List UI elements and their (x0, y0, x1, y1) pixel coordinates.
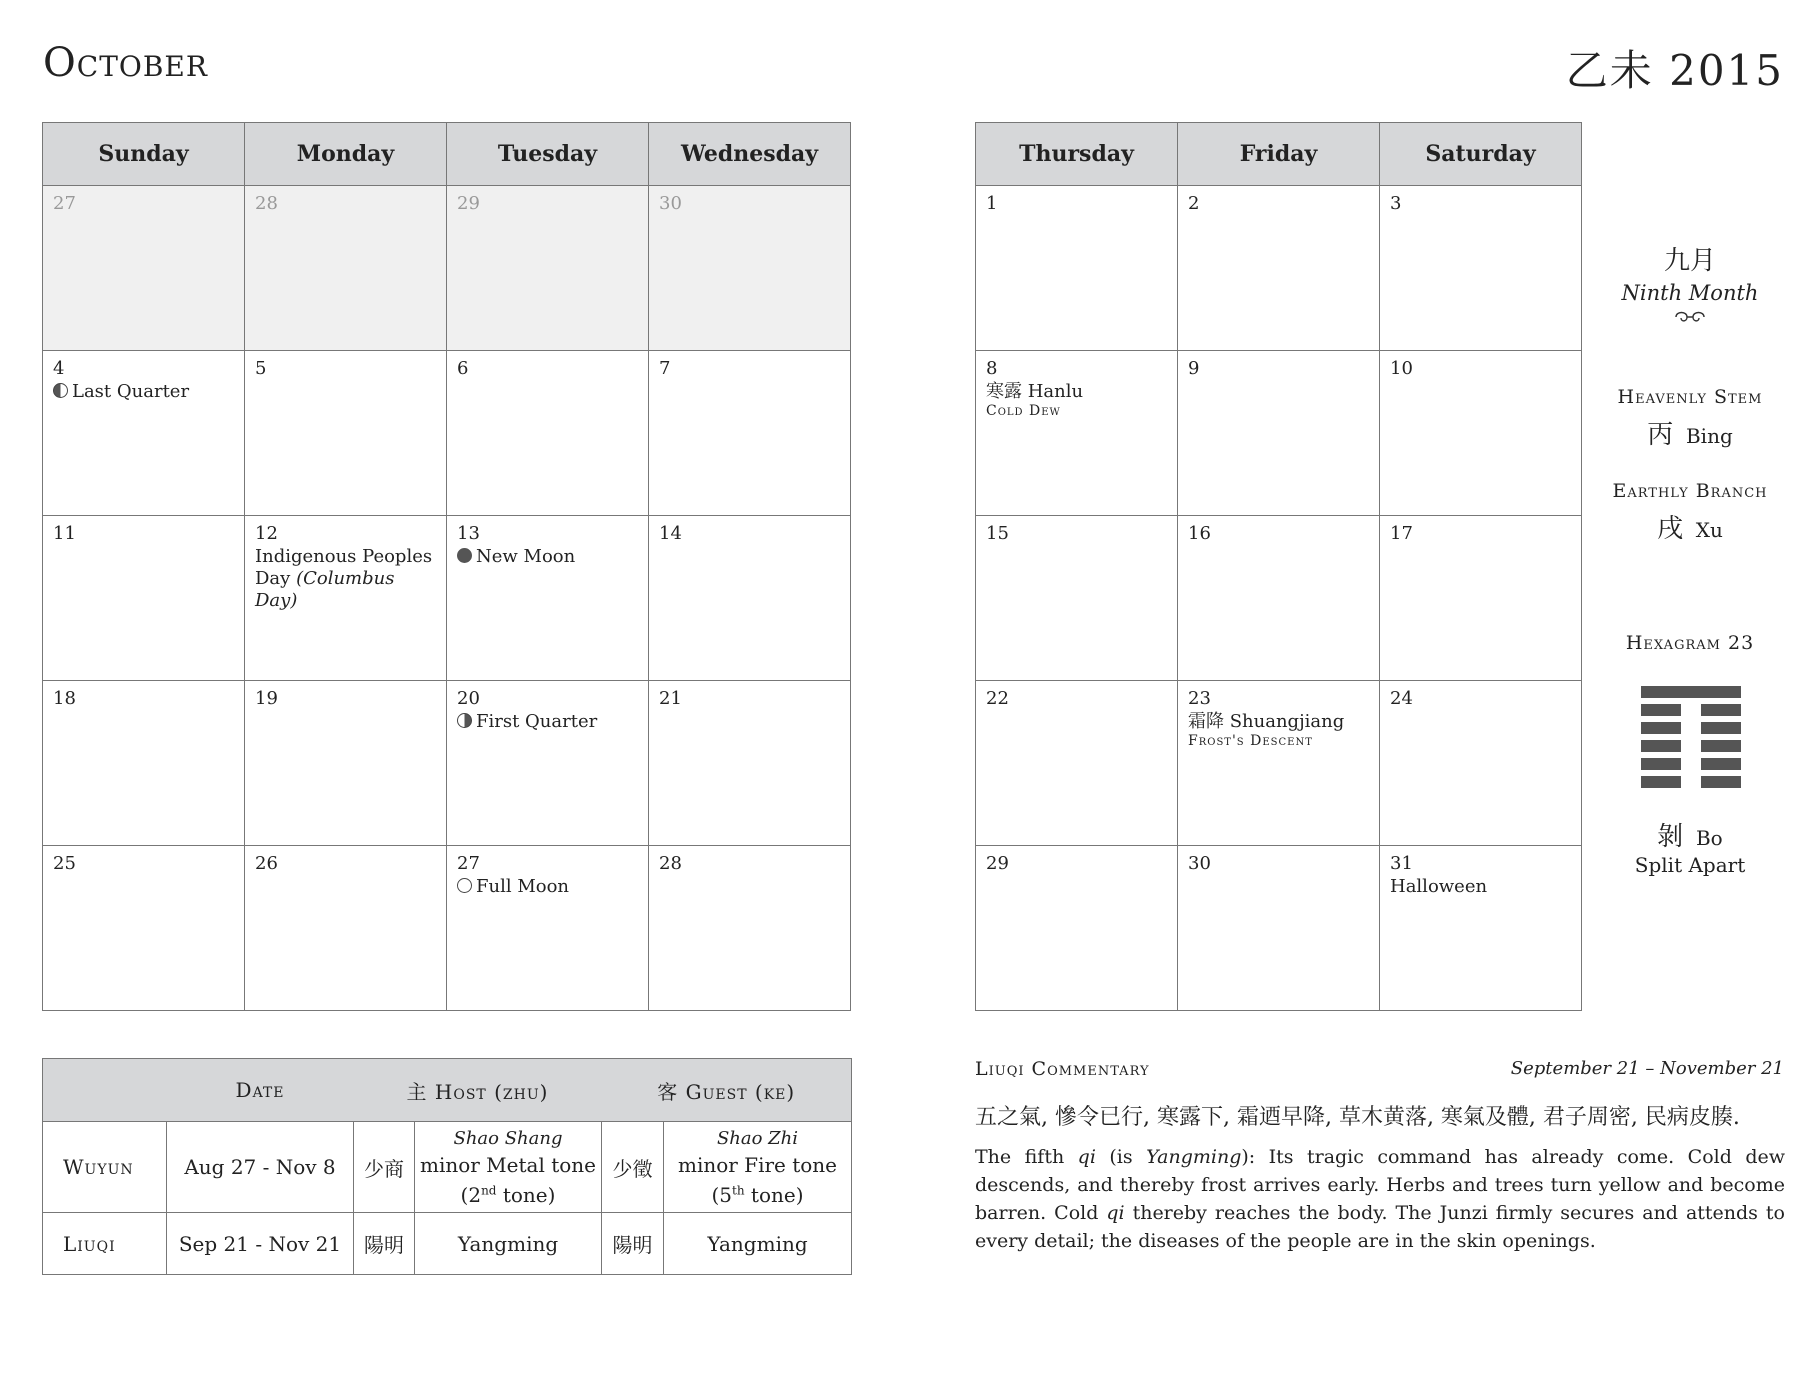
calendar-right (975, 122, 1582, 1011)
calendar-left (42, 122, 851, 1011)
calendar-day-cell[interactable] (447, 186, 649, 351)
calendar-day-cell[interactable] (1178, 186, 1380, 351)
day-number: 30 (659, 193, 682, 214)
host-chinese: 陽明 (354, 1213, 415, 1275)
day-header: Friday (1178, 123, 1380, 186)
date-header: Date (167, 1059, 354, 1122)
day-number: 18 (53, 688, 76, 709)
week-row (976, 846, 1582, 1011)
calendar-day-cell[interactable] (649, 186, 851, 351)
day-number: 16 (1188, 523, 1211, 544)
calendar-day-cell[interactable] (976, 681, 1178, 846)
hexagram-line-broken (1641, 704, 1681, 716)
day-header: Monday (245, 123, 447, 186)
hexagram-icon (1641, 686, 1741, 796)
hexagram-pinyin: Bo (1695, 826, 1723, 850)
day-event (457, 546, 638, 568)
moon-new-icon (457, 548, 472, 563)
hexagram-line-broken (1641, 740, 1681, 752)
ornament-icon (1590, 309, 1790, 329)
calendar-day-cell[interactable] (447, 846, 649, 1011)
calendar-day-cell[interactable] (1178, 351, 1380, 516)
calendar-day-cell[interactable] (245, 351, 447, 516)
hexagram-line-broken (1701, 704, 1741, 716)
day-number: 22 (986, 688, 1009, 709)
day-event (457, 876, 638, 898)
hexagram-line-broken (1641, 722, 1681, 734)
day-number: 21 (659, 688, 682, 709)
hexagram-line-broken (1701, 722, 1741, 734)
day-number: 14 (659, 523, 682, 544)
event-label: Halloween (1390, 876, 1488, 897)
week-row (43, 351, 851, 516)
day-number: 13 (457, 523, 480, 544)
day-number: 19 (255, 688, 278, 709)
week-row (976, 681, 1582, 846)
event-label: 霜降 Shuangjiang (1188, 711, 1345, 732)
commentary-english: The fifth qi (is Yangming): Its tragic command has already come. Cold dew descends, and thereby frost arrives early. Herbs and trees turn yellow and become barren. Cold qi thereby reaches the body. The Junzi firmly secures and attends to every detail; the diseases of the people are in the skin openings. (975, 1146, 1786, 1252)
guest-chinese: 少徵 (602, 1122, 664, 1213)
day-number: 26 (255, 853, 278, 874)
day-number: 24 (1390, 688, 1413, 709)
day-number: 30 (1188, 853, 1211, 874)
calendar-day-cell[interactable] (43, 681, 245, 846)
day-header: Wednesday (649, 123, 851, 186)
day-event (1188, 711, 1369, 733)
calendar-day-cell[interactable] (649, 846, 851, 1011)
guest-chinese: 陽明 (602, 1213, 664, 1275)
day-number: 27 (53, 193, 76, 214)
event-label: 寒露 Hanlu (986, 381, 1084, 402)
day-number: 17 (1390, 523, 1413, 544)
hexagram-line-solid (1641, 686, 1741, 698)
day-event (1390, 876, 1571, 898)
day-number: 6 (457, 358, 469, 379)
month-title: October (43, 40, 208, 86)
row-label: Liuqi (43, 1213, 167, 1275)
calendar-day-cell[interactable] (447, 351, 649, 516)
hexagram-name (1590, 816, 1790, 877)
commentary-dates: September 21 – November 21 (1510, 1058, 1784, 1079)
host-cell: Shao Shang minor Metal tone (2nd tone) (415, 1122, 602, 1213)
calendar-day-cell[interactable] (1380, 846, 1582, 1011)
moon-full-icon (457, 878, 472, 893)
heavenly-stem (1590, 386, 1790, 451)
calendar-day-cell[interactable] (43, 186, 245, 351)
month-english: Ninth Month (1621, 281, 1759, 305)
calendar-day-cell[interactable] (43, 351, 245, 516)
commentary-chinese: 五之氣, 慘令已行, 寒露下, 霜迺早降, 草木黄落, 寒氣及體, 君子周密, 民病皮腠. (975, 1105, 1740, 1130)
hexagram-line-broken (1641, 758, 1681, 770)
solar-term-english: Frost's Descent (1188, 733, 1313, 749)
day-number: 15 (986, 523, 1009, 544)
hexagram-chinese: 剝 (1657, 822, 1684, 852)
calendar-day-cell[interactable] (43, 516, 245, 681)
guest-cell: Yangming (664, 1213, 852, 1275)
day-header: Sunday (43, 123, 245, 186)
calendar-day-cell[interactable] (1178, 516, 1380, 681)
wuyun-liuqi-table (42, 1058, 852, 1275)
day-event (255, 546, 436, 612)
day-header: Saturday (1380, 123, 1582, 186)
solar-term-english: Cold Dew (986, 403, 1061, 419)
host-cell: Yangming (415, 1213, 602, 1275)
stem-pinyin: Bing (1685, 424, 1733, 448)
day-number: 28 (255, 193, 278, 214)
calendar-day-cell[interactable] (1178, 681, 1380, 846)
day-header: Tuesday (447, 123, 649, 186)
calendar-day-cell[interactable] (1380, 516, 1582, 681)
week-row (43, 681, 851, 846)
calendar-day-cell[interactable] (1178, 846, 1380, 1011)
week-row (43, 516, 851, 681)
stem-chinese: 丙 (1647, 420, 1674, 450)
day-event (53, 381, 234, 403)
calendar-day-cell[interactable] (1380, 681, 1582, 846)
day-number: 8 (986, 358, 998, 379)
week-row (43, 186, 851, 351)
day-number: 11 (53, 523, 76, 544)
hexagram-line-broken (1701, 776, 1741, 788)
hexagram-line-broken (1641, 776, 1681, 788)
hexagram-line-broken (1701, 740, 1741, 752)
earthly-branch-label: Earthly Branch (1612, 480, 1768, 502)
day-number: 1 (986, 193, 998, 214)
day-number: 29 (457, 193, 480, 214)
earthly-branch (1590, 480, 1790, 545)
calendar-day-cell[interactable] (245, 846, 447, 1011)
calendar-day-cell[interactable] (649, 351, 851, 516)
commentary-label: Liuqi Commentary (975, 1058, 1150, 1080)
calendar-day-cell[interactable] (1380, 351, 1582, 516)
calendar-day-cell[interactable] (245, 516, 447, 681)
hexagram-english: Split Apart (1634, 853, 1746, 877)
event-label: Full Moon (476, 876, 570, 897)
calendar-day-cell[interactable] (245, 186, 447, 351)
calendar-day-cell[interactable] (976, 186, 1178, 351)
calendar-day-cell[interactable] (976, 516, 1178, 681)
day-number: 9 (1188, 358, 1200, 379)
week-row (43, 846, 851, 1011)
calendar-day-cell[interactable] (649, 681, 851, 846)
calendar-day-cell[interactable] (43, 846, 245, 1011)
guest-header: 客 Guest (ke) (602, 1059, 852, 1122)
date-cell: Aug 27 - Nov 8 (167, 1122, 354, 1213)
calendar-day-cell[interactable] (976, 351, 1178, 516)
calendar-day-cell[interactable] (1380, 186, 1582, 351)
branch-pinyin: Xu (1695, 518, 1723, 542)
year-title: 乙未 2015 (1565, 46, 1784, 95)
table-row (43, 1213, 852, 1275)
day-event (986, 381, 1167, 403)
hexagram-label: Hexagram 23 (1625, 632, 1755, 654)
calendar-day-cell[interactable] (649, 516, 851, 681)
branch-chinese: 戌 (1657, 514, 1684, 544)
event-label: Last Quarter (72, 381, 190, 402)
event-label: New Moon (476, 546, 576, 567)
day-number: 4 (53, 358, 65, 379)
event-note: (Columbus Day) (255, 568, 395, 611)
moon-last-icon (53, 383, 68, 398)
heavenly-stem-label: Heavenly Stem (1617, 386, 1763, 408)
day-number: 7 (659, 358, 671, 379)
day-number: 20 (457, 688, 480, 709)
week-row (976, 351, 1582, 516)
event-label: Indigenous Peoples Day (255, 546, 433, 589)
moon-first-icon (457, 713, 472, 728)
day-number: 27 (457, 853, 480, 874)
table-row (43, 1122, 852, 1213)
month-chinese: 九月 (1663, 246, 1716, 276)
calendar-day-cell[interactable] (447, 681, 649, 846)
day-number: 25 (53, 853, 76, 874)
day-header: Thursday (976, 123, 1178, 186)
hexagram-figure (1641, 686, 1741, 792)
week-row (976, 186, 1582, 351)
calendar-day-cell[interactable] (245, 681, 447, 846)
calendar-day-cell[interactable] (976, 846, 1178, 1011)
date-cell: Sep 21 - Nov 21 (167, 1213, 354, 1275)
day-number: 29 (986, 853, 1009, 874)
day-number: 12 (255, 523, 278, 544)
calendar-day-cell[interactable] (447, 516, 649, 681)
month-info (1590, 240, 1790, 329)
row-label: Wuyun (43, 1122, 167, 1213)
guest-cell: Shao Zhi minor Fire tone (5th tone) (664, 1122, 852, 1213)
day-number: 31 (1390, 853, 1413, 874)
day-number: 23 (1188, 688, 1211, 709)
day-number: 2 (1188, 193, 1200, 214)
day-number: 10 (1390, 358, 1413, 379)
hexagram-line-broken (1701, 758, 1741, 770)
day-number: 5 (255, 358, 267, 379)
week-row (976, 516, 1582, 681)
host-chinese: 少商 (354, 1122, 415, 1213)
event-label: First Quarter (476, 711, 598, 732)
host-header: 主 Host (zhu) (354, 1059, 602, 1122)
day-event (457, 711, 638, 733)
day-number: 28 (659, 853, 682, 874)
day-number: 3 (1390, 193, 1402, 214)
